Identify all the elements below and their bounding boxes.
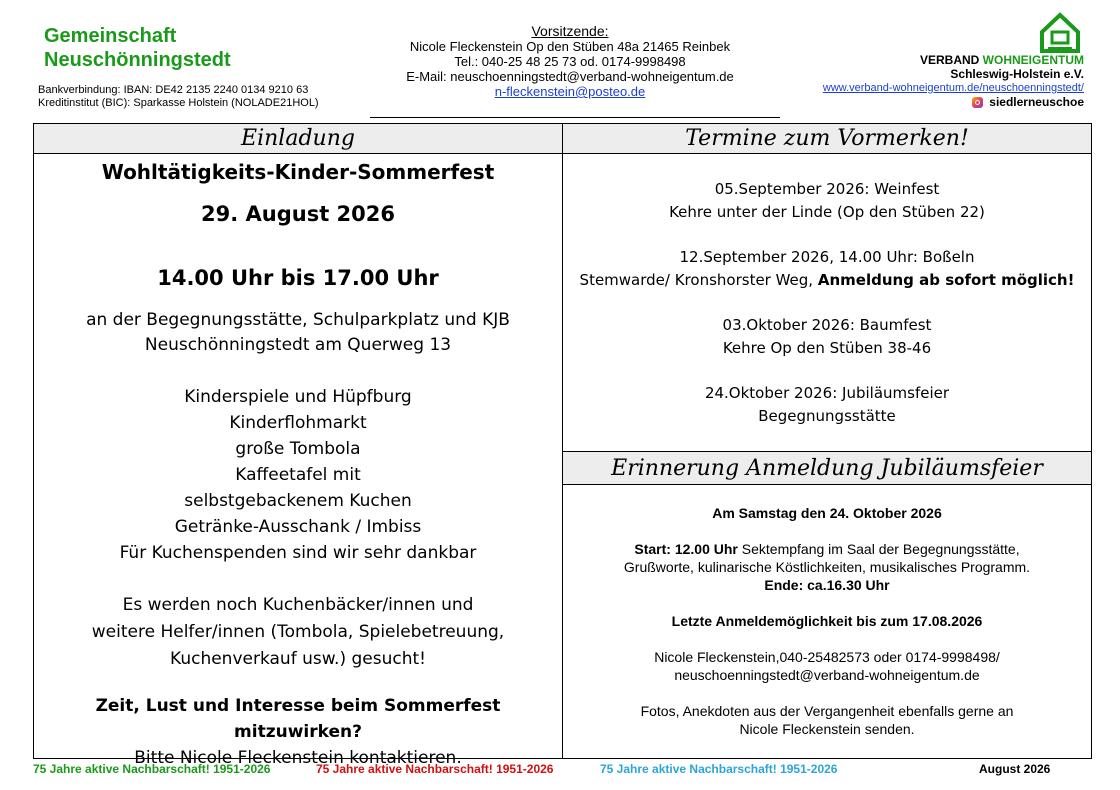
list-item: Kinderspiele und Hüpfburg bbox=[184, 387, 412, 407]
event-place-line2: Neuschönningstedt am Querweg 13 bbox=[144, 335, 452, 355]
verband-block bbox=[823, 53, 1084, 111]
footer-slogan-green: 75 Jahre aktive Nachbarschaft! 1951-2026 bbox=[33, 762, 271, 776]
termin-location-text: Stemwarde/ Kronshorster Weg, bbox=[579, 271, 818, 289]
verband-web-link[interactable]: www.verband-wohneigentum.de/neuschoenningstedt/ bbox=[822, 82, 1084, 94]
invitation-body bbox=[34, 154, 562, 771]
termine-heading: Termine zum Vormerken! bbox=[563, 124, 1091, 154]
org-name-line2: Neuschönningstedt bbox=[44, 49, 231, 71]
chair-address: Nicole Fleckenstein Op den Stüben 48a 21465 Reinbek bbox=[409, 39, 731, 54]
list-item: Für Kuchenspenden sind wir sehr dankbar bbox=[119, 543, 477, 563]
list-item: Getränke-Ausschank / Imbiss bbox=[174, 517, 422, 537]
chair-email: E-Mail: neuschoenningstedt@verband-wohneigentum.de bbox=[406, 69, 734, 84]
chair-heading: Vorsitzende: bbox=[531, 23, 609, 39]
helpers-line: Es werden noch Kuchenbäcker/innen und bbox=[122, 595, 474, 615]
reminder-end: Ende: ca.16.30 Uhr bbox=[764, 577, 890, 593]
list-item: selbstgebackenem Kuchen bbox=[184, 491, 412, 511]
reminder-program bbox=[563, 540, 1091, 594]
house-logo-icon bbox=[1038, 12, 1082, 54]
termin-date: 12.September 2026, 14.00 Uhr: Boßeln bbox=[679, 248, 975, 266]
verband-region: Schleswig-Holstein e.V. bbox=[950, 67, 1084, 81]
reminder-contact bbox=[563, 648, 1091, 684]
chair-contact bbox=[370, 24, 770, 99]
reminder-program-text: Grußworte, kulinarische Köstlichkeiten, musikalisches Programm. bbox=[623, 559, 1031, 575]
footer-slogan-red: 75 Jahre aktive Nachbarschaft! 1951-2026 bbox=[316, 762, 554, 776]
cta-contact: Bitte Nicole Fleckenstein kontaktieren. bbox=[134, 748, 462, 768]
verband-brand: WOHNEIGENTUM bbox=[982, 53, 1084, 67]
helpers-request bbox=[34, 592, 562, 673]
verband-name bbox=[823, 53, 1084, 67]
reminder-photos-line1: Fotos, Anekdoten aus der Vergangenheit ebenfalls gerne an bbox=[640, 703, 1014, 719]
call-to-action bbox=[34, 693, 562, 771]
reminder-photos bbox=[563, 702, 1091, 738]
chair-email-link[interactable]: n-fleckenstein@posteo.de bbox=[494, 84, 646, 99]
reminder-contact-line1: Nicole Fleckenstein,040-25482573 oder 0174-9998498/ bbox=[654, 649, 1000, 665]
termin-note: Anmeldung ab sofort möglich! bbox=[817, 271, 1075, 289]
reminder-photos-line2: Nicole Fleckenstein senden. bbox=[739, 721, 915, 737]
helpers-line: weitere Helfer/innen (Tombola, Spielebetreuung, bbox=[91, 622, 505, 642]
chair-phone: Tel.: 040-25 48 25 73 od. 0174-9998498 bbox=[454, 54, 686, 69]
termin-location bbox=[563, 269, 1091, 292]
reminder-contact-line2: neuschoenningstedt@verband-wohneigentum.de bbox=[674, 667, 980, 683]
termin-location: Kehre unter der Linde (Op den Stüben 22) bbox=[669, 203, 985, 221]
reminder-heading: Erinnerung Anmeldung Jubiläumsfeier bbox=[563, 451, 1091, 485]
termin-date: 03.Oktober 2026: Baumfest bbox=[722, 316, 932, 334]
termin-entry bbox=[563, 178, 1091, 224]
instagram-handle[interactable] bbox=[972, 95, 1084, 109]
event-activities bbox=[34, 384, 562, 566]
event-place bbox=[34, 308, 562, 358]
bank-iban: Bankverbindung: IBAN: DE42 2135 2240 0134 9210 63 bbox=[38, 84, 309, 96]
termine-list bbox=[563, 154, 1091, 428]
reminder-deadline: Letzte Anmeldemöglichkeit bis zum 17.08.2026 bbox=[671, 613, 983, 629]
termin-location: Kehre Op den Stüben 38-46 bbox=[722, 339, 932, 357]
reminder-start-detail: Sektempfang im Saal der Begegnungsstätte, bbox=[737, 541, 1020, 557]
instagram-label: siedlerneuschoe bbox=[989, 95, 1084, 109]
bank-details bbox=[38, 84, 319, 110]
termin-location: Begegnungsstätte bbox=[758, 407, 896, 425]
event-time: 14.00 Uhr bis 17.00 Uhr bbox=[157, 266, 439, 290]
helpers-line: Kuchenverkauf usw.) gesucht! bbox=[170, 649, 426, 669]
cta-question: Zeit, Lust und Interesse beim Sommerfest mitzuwirken? bbox=[95, 696, 501, 742]
event-title: Wohltätigkeits-Kinder-Sommerfest bbox=[101, 160, 495, 184]
invitation-heading: Einladung bbox=[34, 124, 562, 154]
header-divider bbox=[370, 117, 780, 118]
termin-entry bbox=[563, 382, 1091, 428]
list-item: Kinderflohmarkt bbox=[229, 413, 367, 433]
termin-date: 05.September 2026: Weinfest bbox=[714, 180, 940, 198]
reminder-body bbox=[563, 486, 1091, 738]
event-date: 29. August 2026 bbox=[201, 202, 395, 226]
content-table bbox=[33, 123, 1092, 768]
verband-prefix: VERBAND bbox=[920, 53, 983, 67]
reminder-date: Am Samstag den 24. Oktober 2026 bbox=[712, 505, 942, 521]
org-name-line1: Gemeinschaft bbox=[44, 25, 177, 47]
org-name bbox=[44, 24, 231, 72]
instagram-icon bbox=[972, 97, 983, 108]
list-item: Kaffeetafel mit bbox=[235, 465, 361, 485]
event-place-line1: an der Begegnungsstätte, Schulparkplatz und KJB bbox=[86, 310, 510, 330]
termine-body bbox=[563, 154, 1091, 450]
footer-issue-date: August 2026 bbox=[979, 762, 1051, 776]
reminder-start: Start: 12.00 Uhr bbox=[634, 541, 738, 557]
list-item: große Tombola bbox=[235, 439, 361, 459]
bank-bic: Kreditinstitut (BIC): Sparkasse Holstein (NOLADE21HOL) bbox=[38, 97, 319, 109]
footer-slogan-blue: 75 Jahre aktive Nachbarschaft! 1951-2026 bbox=[600, 762, 838, 776]
termin-entry bbox=[563, 246, 1091, 292]
termin-entry bbox=[563, 314, 1091, 360]
termin-date: 24.Oktober 2026: Jubiläumsfeier bbox=[704, 384, 950, 402]
